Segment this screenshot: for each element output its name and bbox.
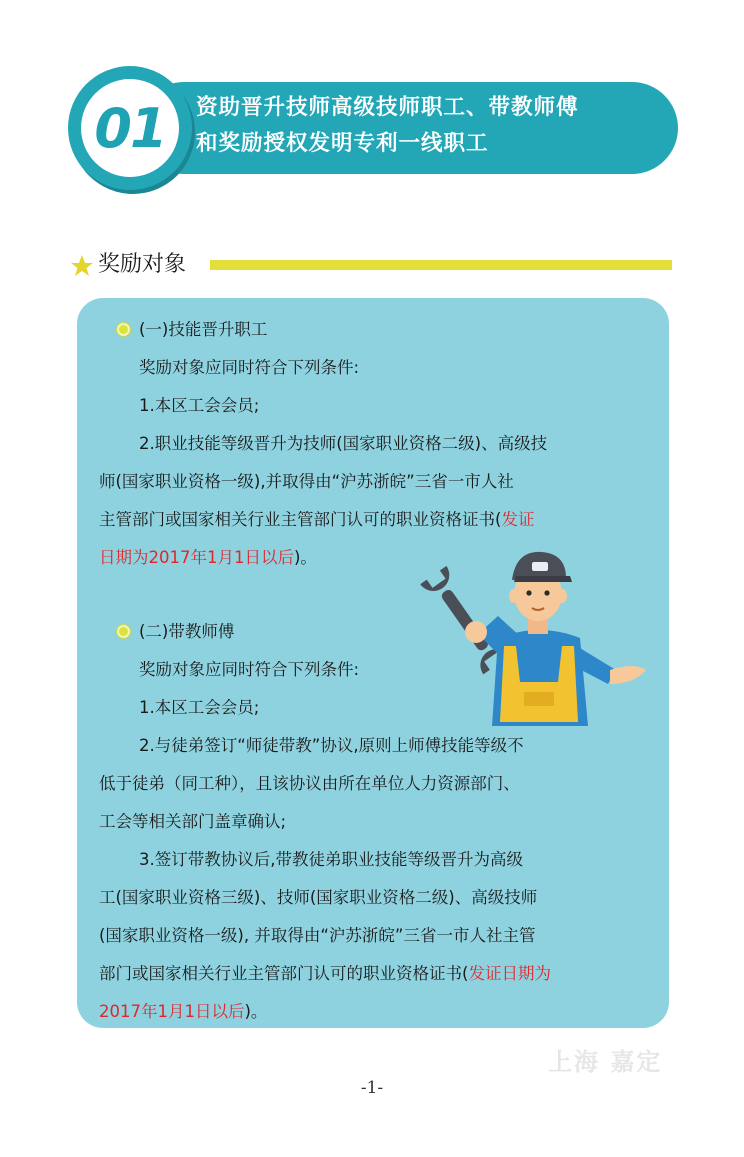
part2-item1: 1.本区工会会员;: [139, 698, 260, 717]
worker-illustration: [420, 546, 652, 726]
bullet-icon: [116, 624, 131, 639]
part2-item2-line3: 工会等相关部门盖章确认;: [99, 812, 287, 831]
part1-intro: 奖励对象应同时符合下列条件:: [139, 358, 360, 377]
section-heading: [70, 248, 674, 282]
part1-item2-line1: 2.职业技能等级晋升为技师(国家职业资格二级)、高级技: [139, 434, 548, 453]
part2-intro: 奖励对象应同时符合下列条件:: [139, 660, 360, 679]
section-divider: [210, 260, 672, 270]
part1-date-note: 发证: [501, 510, 535, 529]
section-number: 01: [94, 96, 166, 160]
part2-item3-line1: 3.签订带教协议后,带教徒弟职业技能等级晋升为高级: [139, 850, 523, 869]
number-badge: [68, 66, 192, 190]
part2-date-note: 发证日期为: [468, 964, 551, 983]
star-icon: [70, 254, 94, 278]
part1-item1: 1.本区工会会员;: [139, 396, 260, 415]
part2-item2-line1: 2.与徒弟签订“师徒带教”协议,原则上师傅技能等级不: [139, 736, 524, 755]
banner-title-line2: 和奖励授权发明专利一线职工: [196, 131, 489, 156]
page-number: -1-: [360, 1078, 384, 1098]
part1-item2-line3: 主管部门或国家相关行业主管部门认可的职业资格证书(发证: [99, 510, 535, 529]
banner-title-line1: 资助晋升技师高级技师职工、带教师傅: [196, 95, 579, 120]
part2-item3-line5: 2017年1月1日以后)。: [99, 1002, 268, 1021]
watermark: 上海 嘉定: [548, 1048, 663, 1076]
bullet-icon: [116, 322, 131, 337]
part1-item2-line2: 师(国家职业资格一级),并取得由“沪苏浙皖”三省一市人社: [99, 472, 514, 491]
part2-heading: (二)带教师傅: [139, 622, 235, 641]
part2-item2-line2: 低于徒弟（同工种），且该协议由所在单位人力资源部门、: [99, 774, 520, 793]
part2-item3-line2: 工(国家职业资格三级)、技师(国家职业资格二级)、高级技师: [99, 888, 538, 907]
section-title: 奖励对象: [98, 252, 187, 277]
part2-item3-line4: 部门或国家相关行业主管部门认可的职业资格证书(发证日期为: [99, 964, 551, 983]
part1-item2-line4: 日期为2017年1月1日以后)。: [99, 548, 317, 567]
banner-title: [196, 90, 666, 162]
part2-item3-line3: (国家职业资格一级), 并取得由“沪苏浙皖”三省一市人社主管: [99, 926, 536, 945]
part1-heading: (一)技能晋升职工: [139, 320, 268, 339]
title-banner: [68, 66, 688, 190]
